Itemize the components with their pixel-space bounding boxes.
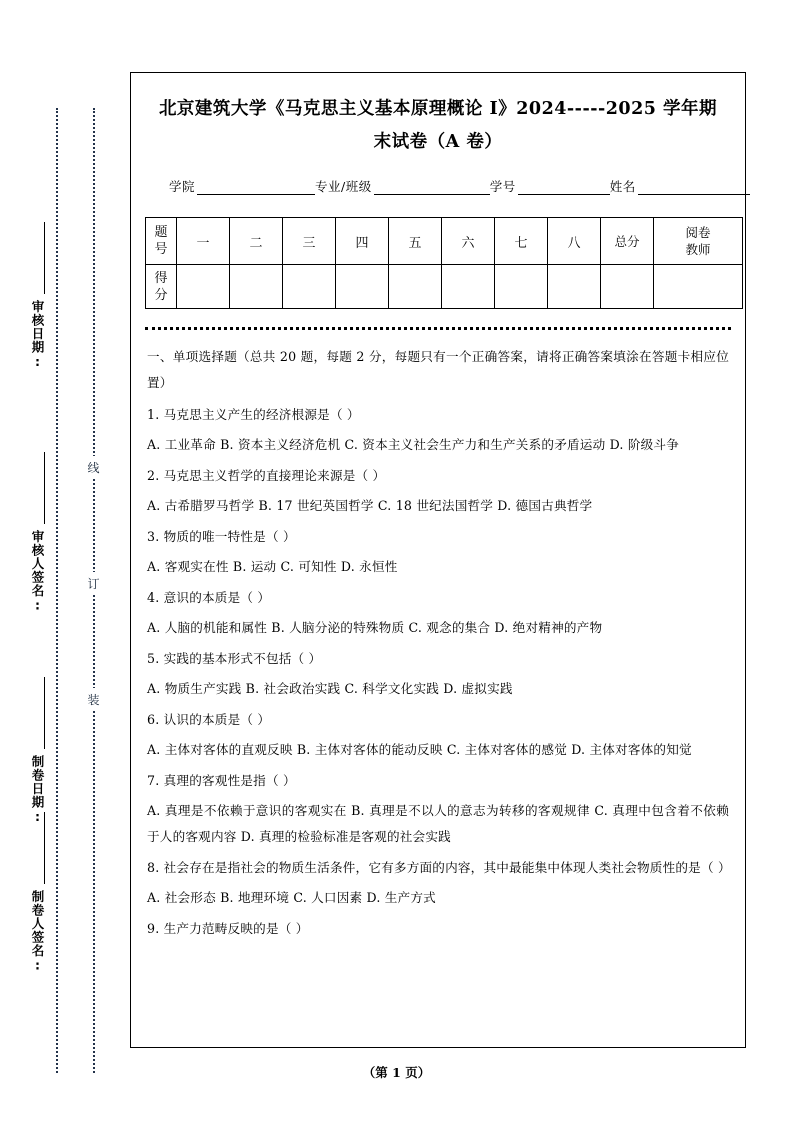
- score-cell-6[interactable]: [495, 265, 548, 309]
- field-major-class: [315, 177, 490, 195]
- binding-rail-outer: [56, 108, 58, 1073]
- question-stem-1: 1. 马克思主义产生的经济根源是（ ）: [147, 407, 360, 422]
- question-options-1: A. 工业革命 B. 资本主义经济危机 C. 资本主义社会生产力和生产关系的矛盾运动 D. 阶级斗争: [147, 437, 680, 452]
- question-options-7: A. 真理是不依赖于意识的客观实在 B. 真理是不以人的意志为转移的客观规律 C. 真理中包含着不依赖于人的客观内容 D. 真理的检验标准是客观的社会实践: [147, 803, 729, 844]
- seal-char-2: 装: [85, 688, 102, 711]
- row-label-q-char2: 号: [154, 242, 168, 257]
- question-options-5: A. 物质生产实践 B. 社会政治实践 C. 科学文化实践 D. 虚拟实践: [147, 681, 513, 696]
- row-label-q-char1: 题: [154, 225, 168, 240]
- page-footer: （第 1 页）: [362, 1065, 431, 1080]
- dotted-separator: [145, 327, 731, 330]
- score-table: [145, 217, 743, 309]
- question-options-2: A. 古希腊罗马哲学 B. 17 世纪英国哲学 C. 18 世纪法国哲学 D. 德国古典哲学: [147, 498, 593, 513]
- margin-rule-0: [44, 222, 45, 294]
- row-label-s-char2: 分: [154, 287, 168, 303]
- margin-rule-3: [44, 812, 45, 884]
- field-name-label: 姓名: [609, 179, 636, 194]
- score-table-header-row: [146, 218, 743, 265]
- field-student-id-input[interactable]: [518, 181, 610, 195]
- field-college-label: 学院: [169, 179, 196, 194]
- margin-label-1: 审核人签名:: [30, 530, 45, 614]
- score-col-header-6: 七: [495, 218, 548, 265]
- question-stem-6: 6. 认识的本质是（ ）: [147, 712, 271, 727]
- score-cell-total[interactable]: [601, 265, 654, 309]
- field-name: [610, 177, 750, 195]
- score-col-header-5: 六: [442, 218, 495, 265]
- score-col-header-1: 二: [230, 218, 283, 265]
- teacher-label-line2: 教师: [685, 242, 711, 257]
- question-stem-5: 5. 实践的基本形式不包括（ ）: [147, 651, 322, 666]
- score-cell-1[interactable]: [230, 265, 283, 309]
- field-student-id-label: 学号: [489, 179, 516, 194]
- exam-sheet: [130, 72, 746, 1048]
- score-col-header-0: 一: [177, 218, 230, 265]
- field-college: [169, 177, 315, 195]
- margin-label-0: 审核日期:: [30, 300, 45, 370]
- question-body: [147, 344, 729, 942]
- page-title-line1: 北京建筑大学《马克思主义基本原理概论 I》2024-----2025 学年期: [158, 99, 718, 119]
- score-cell-5[interactable]: [442, 265, 495, 309]
- field-major-class-label: 专业/班级: [315, 179, 372, 194]
- score-table-score-row: [146, 265, 743, 309]
- score-cell-4[interactable]: [389, 265, 442, 309]
- score-table-row-label-question: [146, 218, 177, 265]
- field-major-class-input[interactable]: [374, 181, 490, 195]
- question-stem-9: 9. 生产力范畴反映的是（ ）: [147, 921, 309, 936]
- row-label-s-char1: 得: [154, 270, 168, 286]
- field-student-id: [490, 177, 610, 195]
- field-name-input[interactable]: [638, 181, 750, 195]
- margin-label-3: 制卷人签名:: [30, 890, 45, 974]
- field-college-input[interactable]: [197, 181, 315, 195]
- question-list: [147, 402, 729, 942]
- question-options-4: A. 人脑的机能和属性 B. 人脑分泌的特殊物质 C. 观念的集合 D. 绝对精神的产物: [147, 620, 603, 635]
- question-stem-4: 4. 意识的本质是（ ）: [147, 590, 271, 605]
- question-stem-8: 8. 社会存在是指社会的物质生活条件，它有多方面的内容，其中最能集中体现人类社会物质性的是（ ）: [147, 860, 731, 875]
- seal-char-0: 线: [85, 456, 102, 479]
- score-col-header-3: 四: [336, 218, 389, 265]
- seal-char-1: 订: [85, 572, 102, 595]
- question-stem-2: 2. 马克思主义哲学的直接理论来源是（ ）: [147, 468, 386, 483]
- section-heading: 一、单项选择题（总共 20 题，每题 2 分，每题只有一个正确答案，请将正确答案填涂在答题卡相应位置）: [147, 349, 729, 390]
- margin-rule-1: [44, 452, 45, 524]
- page-title-line2: 末试卷（A 卷）: [373, 132, 503, 152]
- question-options-3: A. 客观实在性 B. 运动 C. 可知性 D. 永恒性: [147, 559, 398, 574]
- teacher-label-line1: 阅卷: [685, 225, 711, 240]
- question-stem-3: 3. 物质的唯一特性是（ ）: [147, 529, 296, 544]
- margin-rule-2: [44, 677, 45, 749]
- score-col-header-2: 三: [283, 218, 336, 265]
- score-cell-3[interactable]: [336, 265, 389, 309]
- page-title: [149, 93, 727, 159]
- question-options-8: A. 社会形态 B. 地理环境 C. 人口因素 D. 生产方式: [147, 890, 436, 905]
- question-stem-7: 7. 真理的客观性是指（ ）: [147, 773, 296, 788]
- score-col-header-4: 五: [389, 218, 442, 265]
- score-table-row-label-score: [146, 265, 177, 309]
- score-cell-teacher[interactable]: [654, 265, 743, 309]
- score-col-header-teacher: [654, 218, 743, 265]
- score-cell-0[interactable]: [177, 265, 230, 309]
- student-info-row: [169, 177, 719, 195]
- margin-label-2: 制卷日期:: [30, 755, 45, 825]
- score-col-header-total: 总分: [601, 218, 654, 265]
- score-col-header-7: 八: [548, 218, 601, 265]
- score-cell-2[interactable]: [283, 265, 336, 309]
- score-cell-7[interactable]: [548, 265, 601, 309]
- question-options-6: A. 主体对客体的直观反映 B. 主体对客体的能动反映 C. 主体对客体的感觉 D. 主体对客体的知觉: [147, 742, 692, 757]
